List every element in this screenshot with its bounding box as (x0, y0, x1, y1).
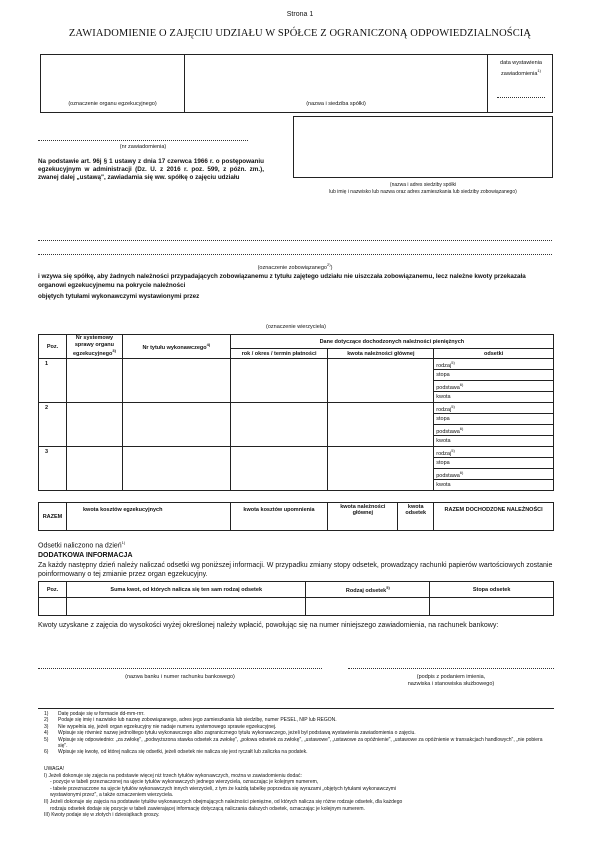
main-table (38, 334, 554, 491)
bank-account-field[interactable] (38, 668, 322, 669)
cell-system-no[interactable] (66, 403, 122, 447)
interest-kind[interactable]: rodzaj$^{5)}$ (434, 359, 554, 370)
total-label: RAZEM (39, 503, 67, 531)
total-reminder-costs-value[interactable] (230, 517, 328, 531)
interest-rate[interactable]: stopa (434, 414, 554, 425)
col-amount: kwota należności głównej (328, 349, 434, 359)
signature-field[interactable] (348, 668, 554, 669)
page-number: Strona 1 (286, 11, 314, 18)
footnote: 6) Wpisuje się kwotę, od której nalicza się odsetki, jeżeli odsetek nie nalicza się jest ryczałt lub zaliczka na podatek. (44, 749, 308, 756)
footnote: 4) Wpisuje się również nazwę jednolitego tytułu wykonawczego albo zagranicznego tytułu wykonawczego, jeżeli był podstawą wystawienia zawiadomienia o zajęciu. (44, 730, 416, 737)
total-exec-costs-value[interactable] (66, 517, 230, 531)
cell-poz[interactable] (39, 598, 67, 616)
interest-amount[interactable]: kwota (434, 480, 554, 491)
company-address-label: (nazwa i adres siedziby spółki lub imię i nazwisko lub nazwa oraz adres zamieszkania lub siedziby zobowiązanego) (329, 182, 517, 195)
organ-label: (oznaczenie organu egzekucyjnego) (68, 101, 157, 107)
call-text-2: objętych tytułami wykonawczymi wystawionymi przez (38, 293, 200, 300)
document-title: ZAWIADOMIENIE O ZAJĘCIU UDZIAŁU W SPÓŁCE Z OGRANICZONĄ ODPOWIEDZIALNOŚCIĄ (68, 28, 532, 39)
note-line: I) Jeżeli dokonuje się zajęcia na podstawie więcej niż trzech tytułów wykonawczych, można w zawiadomieniu dodać: (44, 772, 302, 779)
cell-system-no[interactable] (66, 447, 122, 491)
interest-until-label: Odsetki naliczono na dzień$^{1)}$ (38, 540, 126, 550)
additional-text: Za każdy następny dzień należy naliczać odsetki wg poniższej informacji. W przypadku zmiany stopy odsetek, prowadzący rachunki papierów wartościowych zostanie poinformowany o tej zmianie przez organ egzekucyjny. (38, 562, 553, 578)
col-kind: Rodzaj odsetek$^{5)}$ (306, 582, 430, 598)
total-claimed-value[interactable] (434, 517, 554, 531)
obligor-label: (oznaczenie zobowiązanego$^{2)}$) (257, 262, 333, 271)
issue-date-label: data wystawienia zawiadomienia$^{1)}$ (500, 60, 542, 77)
footnote: 5) Wpisuje się odpowiednio: „za zwłokę", „podwyższona stawka odsetek za zwłokę", „połowa odsetek za zwłokę", „ustawowe", „ustawowe za opóźnienie", „ustawowe za opóźnienie w transakcjach handlowych", „nie pobiera się". (44, 736, 543, 750)
total-claimed: RAZEM DOCHODZONE NALEŻNOŚCI (434, 503, 554, 517)
col-system-no: Nr systemowy sprawy organu egzekucyjnego$^{3)}$ (66, 335, 122, 359)
footnote: 1) Datę podaje się w formacie dd-mm-rrrr. (44, 711, 145, 717)
interest-base[interactable]: podstawa$^{6)}$ (434, 425, 554, 436)
interest-rate[interactable]: stopa (434, 370, 554, 381)
interest-rate[interactable]: stopa (434, 458, 554, 469)
cell-rate[interactable] (430, 598, 554, 616)
total-interest-value[interactable] (398, 517, 434, 531)
legal-basis-text: Na podstawie art. 96j § 1 ustawy z dnia 17 czerwca 1966 r. o postępowaniu egzekucyjnym w administracji (Dz. U. z 2016 r. poz. 599, z późn. zm.), zwanej dalej „ustawą", zawiadamia się ww. spółkę o zajęciu udziału (38, 158, 264, 182)
cell-amount[interactable] (328, 359, 434, 403)
col-group: Dane dotyczące dochodzonych należności pieniężnych (230, 335, 553, 349)
total-principal-value[interactable] (328, 517, 398, 531)
interest-kind[interactable]: rodzaj$^{5)}$ (434, 447, 554, 458)
company-address-box[interactable] (293, 116, 553, 178)
call-text: i wzywa się spółkę, aby żadnych należności przypadających zobowiązanemu z tytułu zajętego udziału nie uiszczała zobowiązanemu, lecz należne kwoty przekazała organowi egzekucyjnemu na pokrycie należności (38, 273, 526, 289)
interest-amount[interactable]: kwota (434, 392, 554, 403)
table-row (39, 447, 554, 458)
note-line: rodzaju odsetek dodaje się pozycje w tabeli zawierającej informację dotyczącą naliczania dalszych odsetek, oznaczając je kolejnym numerem. (50, 805, 365, 812)
col-period: rok / okres / termin płatności (230, 349, 328, 359)
interest-info-table (38, 581, 554, 616)
cell-title-no[interactable] (122, 447, 230, 491)
obligor-line-2[interactable] (38, 254, 552, 255)
company-label: (nazwa i siedziba spółki) (306, 101, 366, 107)
header-box (40, 54, 553, 113)
payment-text: Kwoty uzyskane z zajęcia do wysokości wyżej określonej należy wpłacić, powołując się na numer niniejszego zawiadomienia, na rachunek bankowy: (38, 622, 499, 629)
cell-system-no[interactable] (66, 359, 122, 403)
notice-number-field[interactable] (38, 140, 248, 141)
footnote: 3) Nie wypełnia się, jeżeli organ egzekucyjny nie nadaje numeru systemowego sprawie egzekucyjnej. (44, 723, 277, 730)
footnotes (44, 711, 552, 756)
row-number: 1 (39, 359, 67, 403)
table-row (39, 598, 554, 616)
additional-heading: DODATKOWA INFORMACJA (38, 552, 133, 559)
signature-label: (podpis z podaniem imienia, nazwiska i stanowiska służbowego) (407, 674, 495, 687)
note-line: III) Kwoty podaje się w złotych i dziesiątkach groszy. (44, 812, 160, 819)
row-number: 2 (39, 403, 67, 447)
note-line: wystawionymi przez", a także oznaczeniem wierzyciela. (50, 792, 174, 799)
interest-kind[interactable]: rodzaj$^{5)}$ (434, 403, 554, 414)
col-interest: odsetki (434, 349, 554, 359)
total-reminder-costs: kwota kosztów upomnienia (230, 503, 328, 517)
row-number: 3 (39, 447, 67, 491)
cell-period[interactable] (230, 359, 328, 403)
total-interest: kwota odsetek (398, 503, 434, 517)
note-line: II) Jeżeli dokonuje się zajęcia na podstawie tytułów wykonawczych obejmujących należności pieniężne, od których nalicza się różne rodzaje odsetek, dla każdego (44, 798, 403, 805)
cell-period[interactable] (230, 447, 328, 491)
notice-number-label: (nr zawiadomienia) (119, 144, 167, 150)
col-poz: Poz. (39, 582, 67, 598)
interest-base[interactable]: podstawa$^{6)}$ (434, 381, 554, 392)
table-row (39, 403, 554, 414)
cell-kind[interactable] (306, 598, 430, 616)
interest-base[interactable]: podstawa$^{6)}$ (434, 469, 554, 480)
obligor-line-1[interactable] (38, 240, 552, 241)
col-poz: Poz. (39, 335, 67, 359)
notes (44, 766, 552, 819)
note-line: - pozycje w tabeli przeznaczonej na ujęcie tytułów wykonawczych jednego wierzyciela, oznaczając je kolejnym numerem, (50, 779, 319, 786)
col-rate: Stopa odsetek (430, 582, 554, 598)
total-principal: kwota należności głównej (328, 503, 398, 517)
cell-period[interactable] (230, 403, 328, 447)
issue-date-field[interactable] (497, 97, 545, 98)
cell-amount[interactable] (328, 447, 434, 491)
totals-table (38, 502, 554, 531)
interest-amount[interactable]: kwota (434, 436, 554, 447)
cell-amount[interactable] (328, 403, 434, 447)
table-row (39, 359, 554, 370)
footnote-separator (38, 708, 554, 709)
note-line: - tabele przeznaczone na ujęcie tytułów wykonawczych innych wierzycieli, z tym że każdą tabelkę poprzedza się wyrazami „objętych tytułami wykonawczymi (50, 785, 396, 792)
cell-sum[interactable] (66, 598, 305, 616)
total-exec-costs: kwota kosztów egzekucyjnych (66, 503, 230, 517)
col-sum: Suma kwot, od których nalicza się ten sam rodzaj odsetek (66, 582, 305, 598)
cell-title-no[interactable] (122, 403, 230, 447)
cell-title-no[interactable] (122, 359, 230, 403)
notes-heading: UWAGA! (44, 766, 65, 772)
footnote: 2) Podaje się imię i nazwisko lub nazwę zobowiązanego, adres jego zamieszkania lub siedzibę, numer PESEL, NIP lub REGON. (44, 717, 337, 724)
bank-label: (nazwa banku i numer rachunku bankowego) (125, 674, 235, 680)
col-title-no: Nr tytułu wykonawczego$^{4)}$ (122, 335, 230, 359)
creditor-label: (oznaczenie wierzyciela) (266, 324, 326, 330)
